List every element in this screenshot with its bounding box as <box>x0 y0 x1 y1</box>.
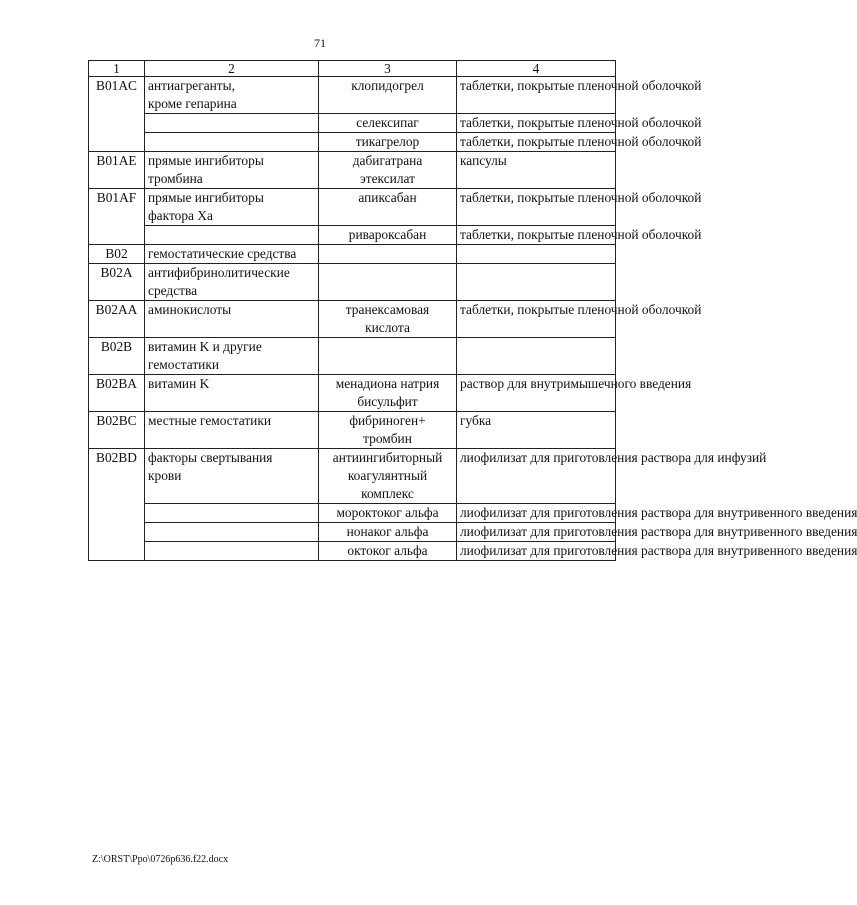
drug-name-cell: ривароксабан <box>319 226 457 245</box>
group-name-cell: антиагреганты, кроме гепарина <box>145 77 319 114</box>
table-row <box>89 542 616 561</box>
drug-name-cell: октоког альфа <box>319 542 457 561</box>
group-name-cell: витамин K и другие гемостатики <box>145 338 319 375</box>
medication-table <box>88 60 857 561</box>
table-row <box>89 412 616 449</box>
atc-code-cell <box>89 114 145 133</box>
atc-code-cell: B02AA <box>89 301 145 338</box>
drug-name-cell: апиксабан <box>319 189 457 226</box>
atc-code-cell <box>89 504 145 523</box>
group-name-cell: факторы свертывания крови <box>145 449 319 504</box>
column-header: 4 <box>457 61 616 77</box>
group-name-cell: прямые ингибиторы тромбина <box>145 152 319 189</box>
table-row <box>89 77 616 114</box>
dosage-form-cell: капсулы <box>457 152 616 189</box>
table-row <box>89 245 616 264</box>
atc-code-cell <box>89 523 145 542</box>
column-header: 3 <box>319 61 457 77</box>
drug-name-cell: тикагрелор <box>319 133 457 152</box>
dosage-form-cell: лиофилизат для приготовления раствора для инфузий <box>457 449 616 504</box>
group-name-cell: антифибринолитические средства <box>145 264 319 301</box>
atc-code-cell: B02A <box>89 264 145 301</box>
atc-code-cell: B02 <box>89 245 145 264</box>
atc-code-cell: B02BA <box>89 375 145 412</box>
drug-name-cell: селексипаг <box>319 114 457 133</box>
atc-code-cell: B02BD <box>89 449 145 504</box>
table-row <box>89 226 616 245</box>
table-row <box>89 338 616 375</box>
dosage-form-cell: таблетки, покрытые пленочной оболочкой <box>457 133 616 152</box>
table-row <box>89 523 616 542</box>
drug-name-cell <box>319 338 457 375</box>
atc-code-cell <box>89 226 145 245</box>
atc-code-cell <box>89 133 145 152</box>
group-name-cell <box>145 523 319 542</box>
dosage-form-cell: таблетки, покрытые пленочной оболочкой <box>457 114 616 133</box>
table-row <box>89 301 616 338</box>
table-row <box>89 504 616 523</box>
group-name-cell <box>145 542 319 561</box>
group-name-cell: прямые ингибиторы фактора Xa <box>145 189 319 226</box>
dosage-form-cell: таблетки, покрытые пленочной оболочкой <box>457 301 616 338</box>
dosage-form-cell: лиофилизат для приготовления раствора для внутривенного введения <box>457 523 616 542</box>
drug-name-cell: клопидогрел <box>319 77 457 114</box>
drug-name-cell: фибриноген+ тромбин <box>319 412 457 449</box>
group-name-cell <box>145 114 319 133</box>
drug-name-cell: дабигатрана этексилат <box>319 152 457 189</box>
dosage-form-cell <box>457 264 616 301</box>
column-header: 2 <box>145 61 319 77</box>
atc-code-cell <box>89 542 145 561</box>
dosage-form-cell: таблетки, покрытые пленочной оболочкой <box>457 189 616 226</box>
drug-name-cell: антиингибиторный коагулянтный комплекс <box>319 449 457 504</box>
dosage-form-cell: губка <box>457 412 616 449</box>
atc-code-cell: B02B <box>89 338 145 375</box>
group-name-cell <box>145 504 319 523</box>
drug-name-cell: нонаког альфа <box>319 523 457 542</box>
table-row <box>89 114 616 133</box>
dosage-form-cell: лиофилизат для приготовления раствора для внутривенного введения <box>457 542 616 561</box>
column-header: 1 <box>89 61 145 77</box>
atc-code-cell: B01AC <box>89 77 145 114</box>
dosage-form-cell <box>457 338 616 375</box>
table-row <box>89 264 616 301</box>
table-row <box>89 133 616 152</box>
dosage-form-cell: раствор для внутримышечного введения <box>457 375 616 412</box>
group-name-cell: аминокислоты <box>145 301 319 338</box>
group-name-cell: гемостатические средства <box>145 245 319 264</box>
table-row <box>89 449 616 504</box>
dosage-form-cell: таблетки, покрытые пленочной оболочкой <box>457 226 616 245</box>
page-number: 71 <box>314 36 326 50</box>
group-name-cell: витамин K <box>145 375 319 412</box>
drug-name-cell <box>319 264 457 301</box>
atc-code-cell: B01AE <box>89 152 145 189</box>
atc-code-cell: B01AF <box>89 189 145 226</box>
drug-name-cell: транексамовая кислота <box>319 301 457 338</box>
drug-name-cell: мороктоког альфа <box>319 504 457 523</box>
group-name-cell: местные гемостатики <box>145 412 319 449</box>
group-name-cell <box>145 226 319 245</box>
dosage-form-cell <box>457 245 616 264</box>
table-row <box>89 375 616 412</box>
drug-name-cell: менадиона натрия бисульфит <box>319 375 457 412</box>
dosage-form-cell: таблетки, покрытые пленочной оболочкой <box>457 77 616 114</box>
table-row <box>89 152 616 189</box>
drug-name-cell <box>319 245 457 264</box>
atc-code-cell: B02BC <box>89 412 145 449</box>
table-header-row <box>89 61 616 77</box>
table-row <box>89 189 616 226</box>
group-name-cell <box>145 133 319 152</box>
dosage-form-cell: лиофилизат для приготовления раствора для внутривенного введения <box>457 504 616 523</box>
file-path-footer: Z:\ORST\Ppo\0726p636.f22.docx <box>92 854 229 865</box>
